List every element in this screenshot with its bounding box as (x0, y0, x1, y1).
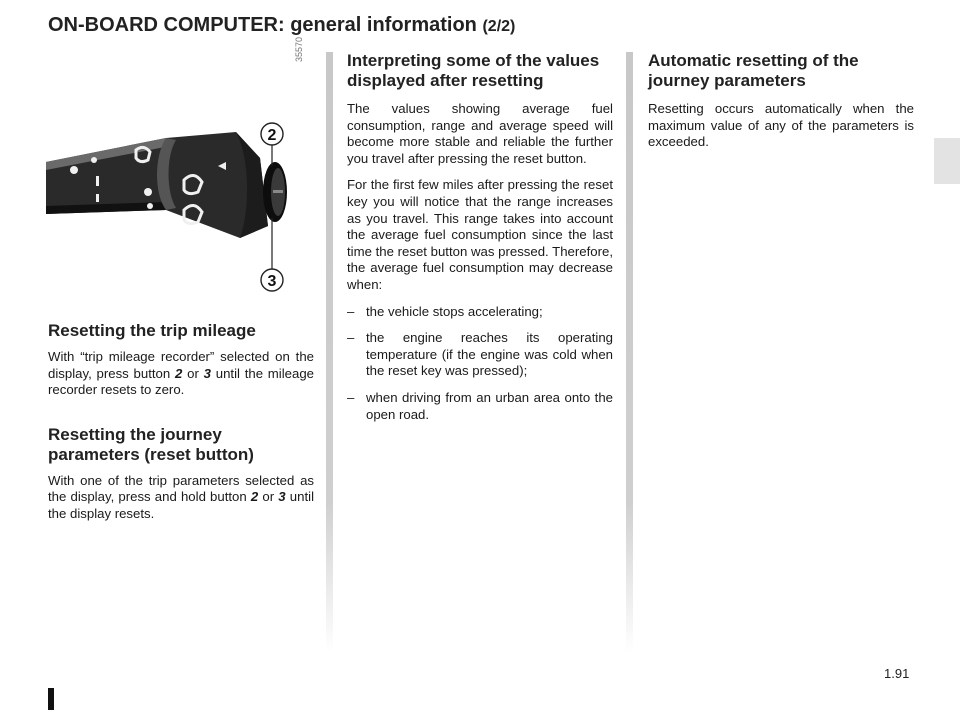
margin-bar (48, 688, 54, 710)
section-paragraph: For the first few miles after pressing the reset key you will notice that the range increases as you travel. This range takes into account the average fuel consumption since the last time the reset button was pressed. Therefore, the average fuel consumption may decrease when: (347, 177, 613, 292)
column-1 (48, 321, 314, 533)
section-heading: Resetting the journey parameters (reset button) (48, 424, 254, 464)
page-title: ON-BOARD COMPUTER: general information (2/2) (48, 14, 516, 36)
callout-2: 2 (267, 127, 277, 144)
page-part: (2/2) (482, 18, 516, 35)
column-divider (326, 52, 333, 652)
section-paragraph: With one of the trip parameters selected as the display, press and hold button 2 or 3 until the display resets. (48, 472, 314, 521)
column-2 (347, 51, 613, 433)
section-paragraph: With “trip mileage recorder” selected on the display, press button 2 or 3 until the mileage recorder resets to zero. (48, 349, 314, 398)
section-paragraph: Resetting occurs automatically when the maximum value of any of the parameters is exceeded. (648, 101, 914, 150)
section-tab (934, 138, 960, 184)
illustration-ref-number: 35570 (294, 36, 304, 62)
list-item: – the vehicle stops accelerating; (347, 303, 543, 319)
section-paragraph: The values showing average fuel consumption, range and average speed will become more stable and reliable the further you travel after pressing the reset button. (347, 101, 613, 166)
column-3 (648, 51, 914, 161)
section-heading: Interpreting some of the values displayed after resetting (347, 51, 600, 90)
callout-3: 3 (267, 273, 277, 290)
section-heading: Resetting the trip mileage (48, 321, 256, 340)
list-item: – the engine reaches its operating temperature (if the engine was cold when the reset key was pressed); (347, 330, 613, 379)
page-number: 1.91 (884, 666, 910, 681)
list-item: – when driving from an urban area onto the open road. (347, 389, 613, 422)
section-heading: Automatic resetting of the journey parameters (648, 51, 859, 90)
wiper-stalk-illustration (46, 110, 296, 310)
column-divider (626, 52, 633, 652)
